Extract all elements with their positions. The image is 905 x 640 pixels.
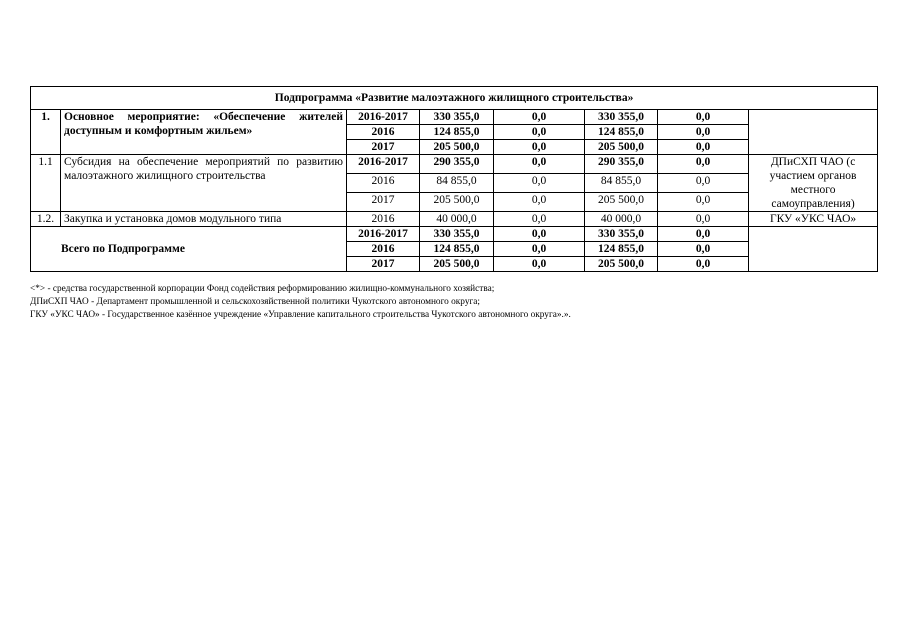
federal-cell: 0,0 [494, 140, 585, 155]
year-cell: 2017 [347, 140, 420, 155]
table-row [31, 212, 878, 227]
total-label: Всего по Подпрограмме [31, 227, 347, 272]
footnote: <*> - средства государственной корпорации Фонд содействия реформированию жилищно-коммунального хозяйства; [30, 284, 495, 294]
document-page [30, 86, 877, 322]
federal-cell: 0,0 [494, 125, 585, 140]
other-cell: 0,0 [658, 193, 749, 212]
row-name: Закупка и установка домов модульного типа [61, 212, 347, 227]
federal-cell: 0,0 [494, 110, 585, 125]
total-cell: 330 355,0 [420, 110, 494, 125]
other-cell: 0,0 [658, 174, 749, 193]
executor-cell: ГКУ «УКС ЧАО» [749, 212, 878, 227]
total-cell: 124 855,0 [420, 242, 494, 257]
federal-cell: 0,0 [494, 193, 585, 212]
total-cell: 40 000,0 [420, 212, 494, 227]
federal-cell: 0,0 [494, 155, 585, 174]
district-cell: 205 500,0 [585, 140, 658, 155]
federal-cell: 0,0 [494, 174, 585, 193]
year-cell: 2017 [347, 193, 420, 212]
other-cell: 0,0 [658, 212, 749, 227]
district-cell: 40 000,0 [585, 212, 658, 227]
table-row [31, 110, 878, 125]
other-cell: 0,0 [658, 257, 749, 272]
district-cell: 290 355,0 [585, 155, 658, 174]
year-cell: 2016-2017 [347, 155, 420, 174]
other-cell: 0,0 [658, 227, 749, 242]
other-cell: 0,0 [658, 155, 749, 174]
district-cell: 205 500,0 [585, 257, 658, 272]
other-cell: 0,0 [658, 140, 749, 155]
district-cell: 205 500,0 [585, 193, 658, 212]
total-cell: 330 355,0 [420, 227, 494, 242]
year-cell: 2016-2017 [347, 110, 420, 125]
total-cell: 84 855,0 [420, 174, 494, 193]
executor-cell-empty [749, 227, 878, 272]
year-cell: 2016 [347, 212, 420, 227]
row-index: 1.2. [31, 212, 61, 227]
footnotes [30, 283, 877, 322]
row-name: Субсидия на обеспечение мероприятий по развитию малоэтажного жилищного строительства [61, 155, 347, 212]
total-row [31, 227, 878, 242]
subprogram-title: Подпрограмма «Развитие малоэтажного жилищного строительства» [31, 87, 878, 110]
footnote: ДПиСХП ЧАО - Департамент промышленной и сельскохозяйственной политики Чукотского автономного округа; [30, 297, 480, 307]
federal-cell: 0,0 [494, 257, 585, 272]
year-cell: 2017 [347, 257, 420, 272]
district-cell: 330 355,0 [585, 227, 658, 242]
executor-cell [749, 110, 878, 155]
year-cell: 2016 [347, 174, 420, 193]
footnote: ГКУ «УКС ЧАО» - Государственное казённое учреждение «Управление капитального строительства Чукотского автономного округа».». [30, 310, 571, 320]
district-cell: 330 355,0 [585, 110, 658, 125]
year-cell: 2016 [347, 242, 420, 257]
district-cell: 124 855,0 [585, 242, 658, 257]
other-cell: 0,0 [658, 125, 749, 140]
district-cell: 124 855,0 [585, 125, 658, 140]
row-index: 1.1 [31, 155, 61, 212]
other-cell: 0,0 [658, 110, 749, 125]
total-cell: 205 500,0 [420, 140, 494, 155]
district-cell: 84 855,0 [585, 174, 658, 193]
federal-cell: 0,0 [494, 227, 585, 242]
total-cell: 205 500,0 [420, 257, 494, 272]
total-cell: 205 500,0 [420, 193, 494, 212]
total-cell: 290 355,0 [420, 155, 494, 174]
row-name: Основное мероприятие: «Обеспечение жителей доступным и комфортным жильем» [61, 110, 347, 155]
other-cell: 0,0 [658, 242, 749, 257]
federal-cell: 0,0 [494, 212, 585, 227]
year-cell: 2016 [347, 125, 420, 140]
year-cell: 2016-2017 [347, 227, 420, 242]
budget-table [30, 86, 878, 272]
total-cell: 124 855,0 [420, 125, 494, 140]
federal-cell: 0,0 [494, 242, 585, 257]
executor-cell: ДПиСХП ЧАО (с участием органов местного самоуправления) [749, 155, 878, 212]
table-row [31, 155, 878, 174]
row-index: 1. [31, 110, 61, 155]
